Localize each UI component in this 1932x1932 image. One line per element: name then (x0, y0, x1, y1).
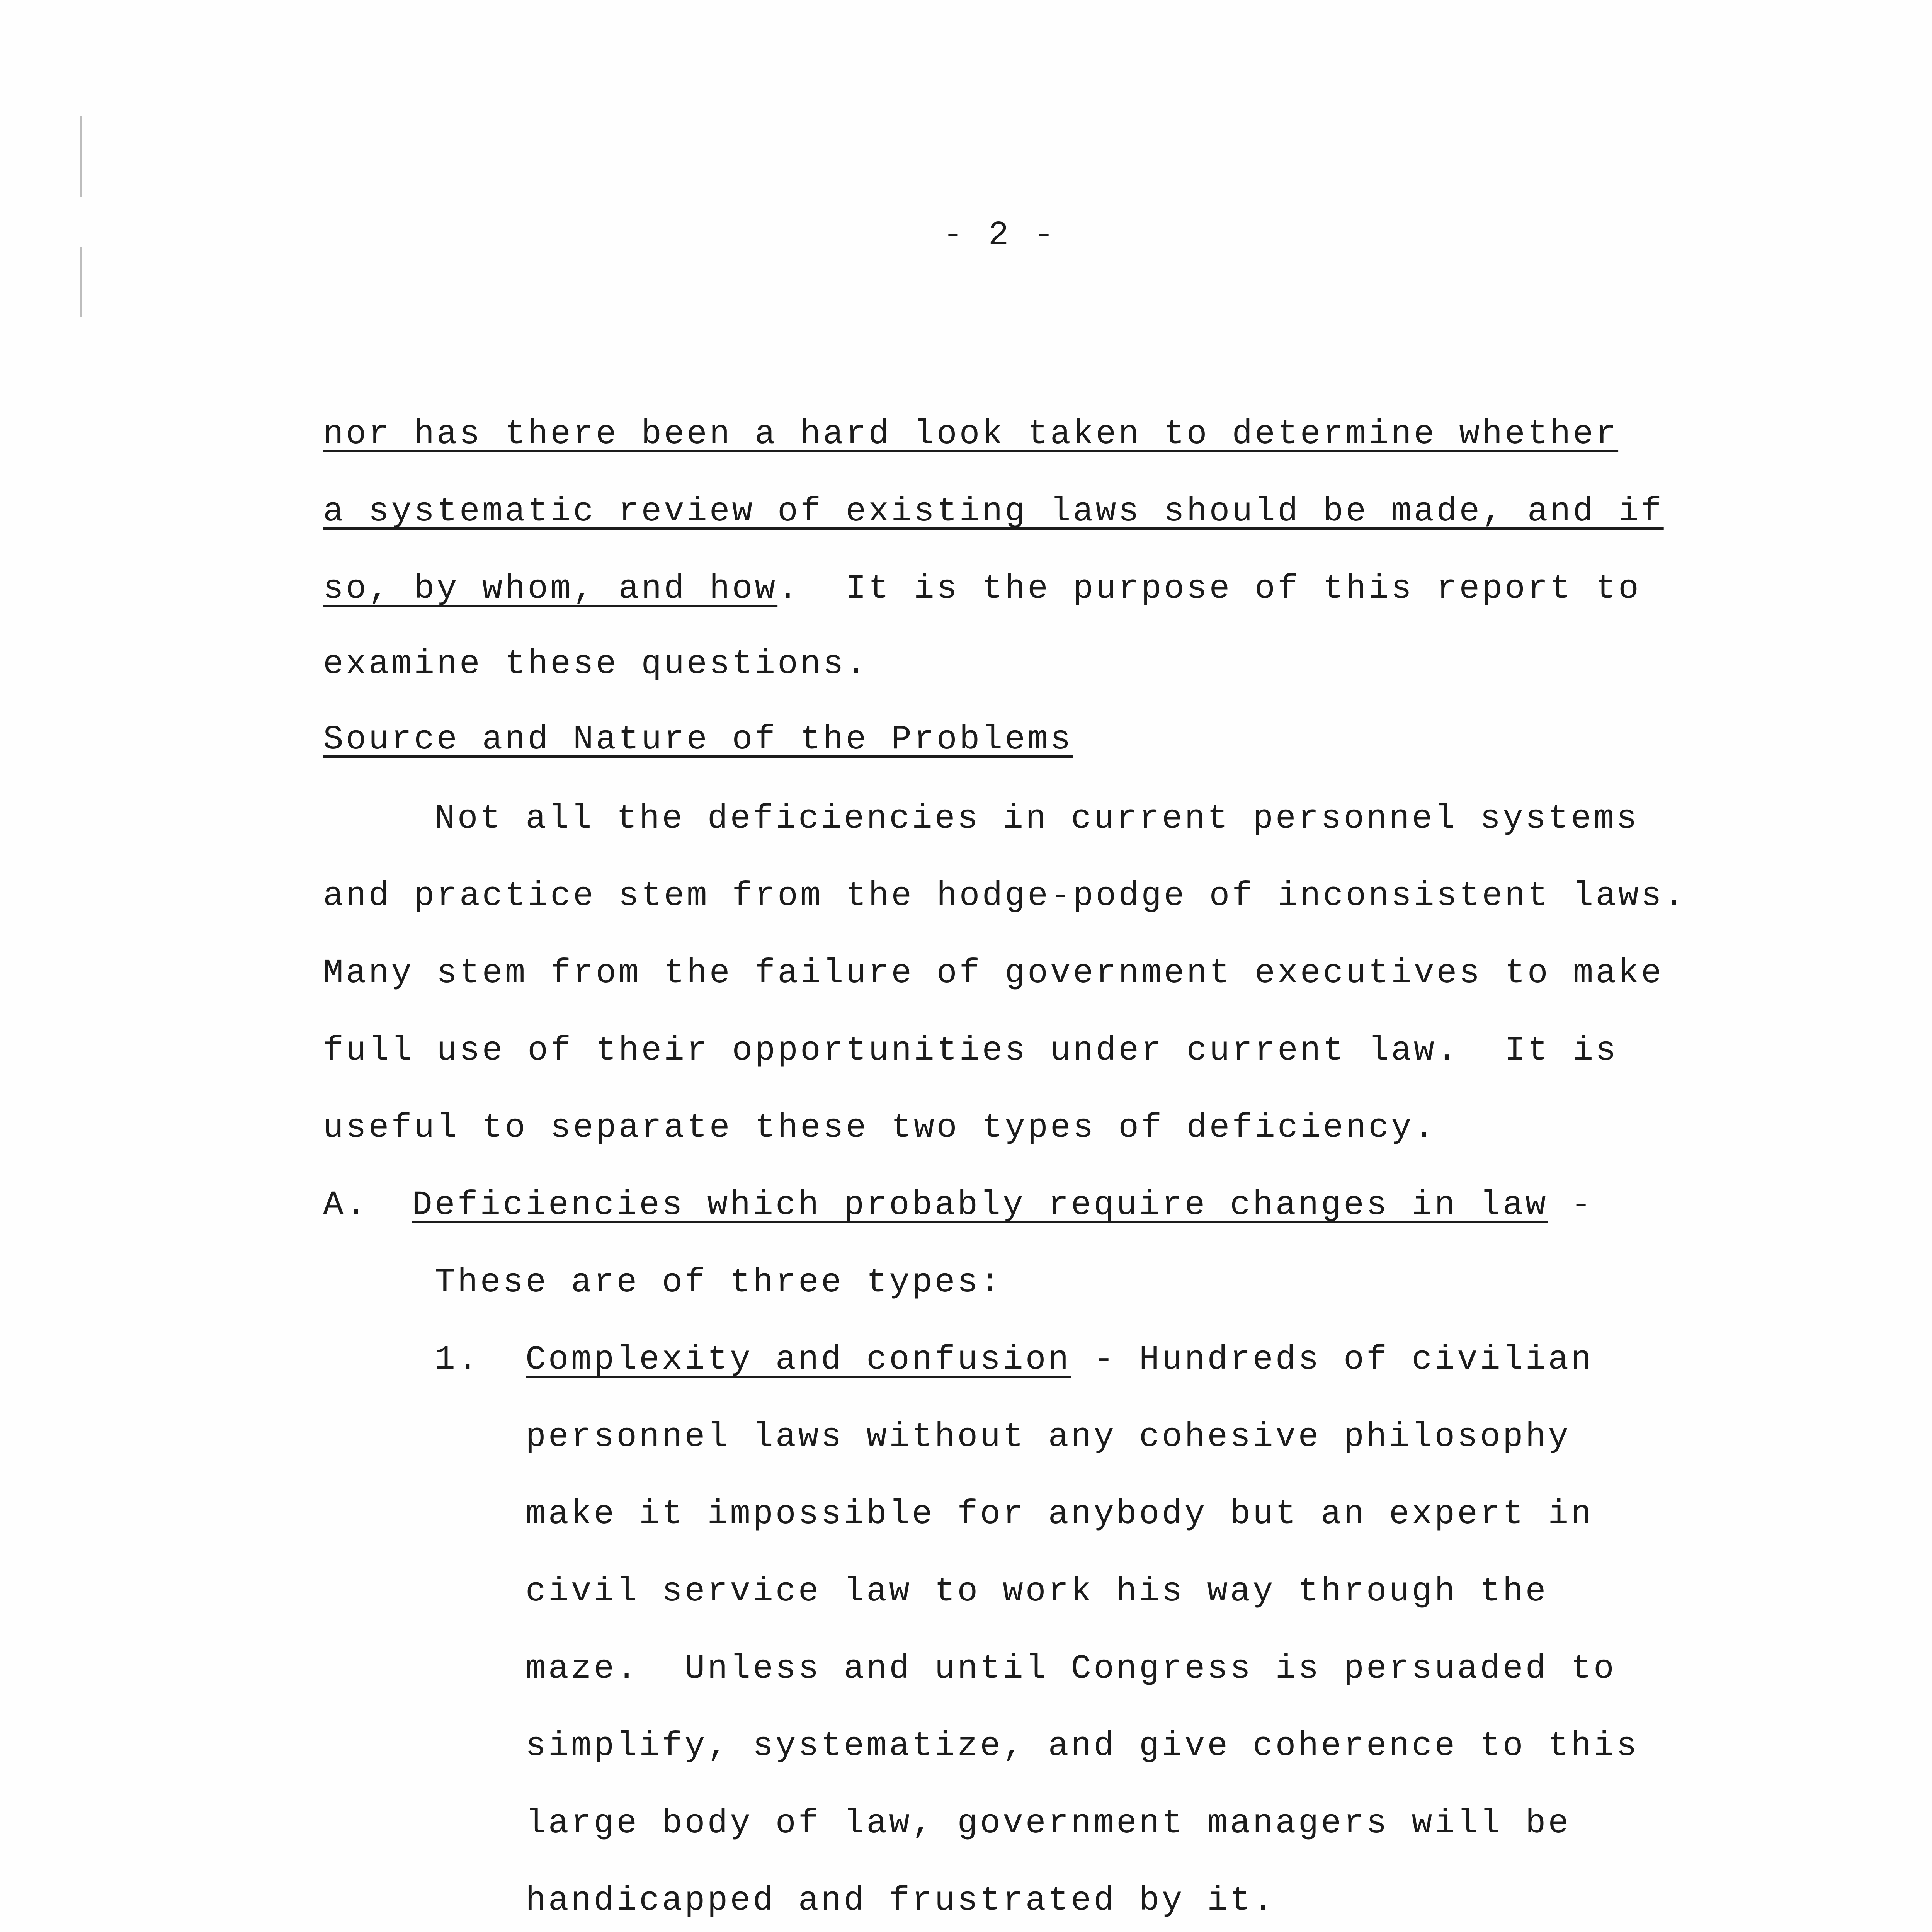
item-1-line: large body of law, government managers will be (526, 1804, 1571, 1843)
item-1-line: civil service law to work his way through the (526, 1573, 1548, 1611)
item-1-line: personnel laws without any cohesive philosophy (526, 1418, 1571, 1456)
item-1-line: handicapped and frustrated by it. (526, 1882, 1276, 1920)
item-1-heading (526, 1339, 1594, 1381)
item-1-line: simplify, systematize, and give coherence to this (526, 1727, 1639, 1765)
item-1-marker: 1. (435, 1341, 480, 1379)
intro-line: examine these questions. (323, 645, 869, 684)
item-a-marker: A. (323, 1186, 369, 1225)
page-number: - 2 - (943, 216, 1057, 255)
item-a-title: Deficiencies which probably require changes in law (412, 1186, 1548, 1225)
intro-line: nor has there been a hard look taken to determine whether (323, 415, 1619, 454)
paragraph-line: Many stem from the failure of government executives to make (323, 954, 1664, 993)
intro-underlined-phrase: so, by whom, and how (323, 570, 778, 608)
scan-margin-mark (80, 247, 82, 317)
item-a-intro: These are of three types: (435, 1264, 1003, 1302)
paragraph-line: useful to separate these two types of deficiency. (323, 1109, 1437, 1147)
intro-line: a systematic review of existing laws should be made, and if (323, 493, 1664, 531)
item-a-suffix: - (1548, 1186, 1594, 1225)
intro-line-rest: . It is the purpose of this report to (777, 570, 1641, 608)
intro-line (323, 568, 1641, 611)
item-1-title: Complexity and confusion (526, 1341, 1071, 1379)
item-1-rest: - Hundreds of civilian (1071, 1341, 1594, 1379)
item-a-heading (412, 1184, 1594, 1227)
scan-margin-mark (80, 116, 82, 197)
item-1-line: make it impossible for anybody but an expert in (526, 1495, 1594, 1534)
paragraph-line: full use of their opportunities under current law. It is (323, 1032, 1619, 1070)
item-1-line: maze. Unless and until Congress is persuaded to (526, 1650, 1616, 1688)
paragraph-line: and practice stem from the hodge-podge of inconsistent laws. (323, 877, 1687, 915)
paragraph-line: Not all the deficiencies in current personnel systems (435, 800, 1639, 838)
section-heading: Source and Nature of the Problems (323, 721, 1073, 759)
